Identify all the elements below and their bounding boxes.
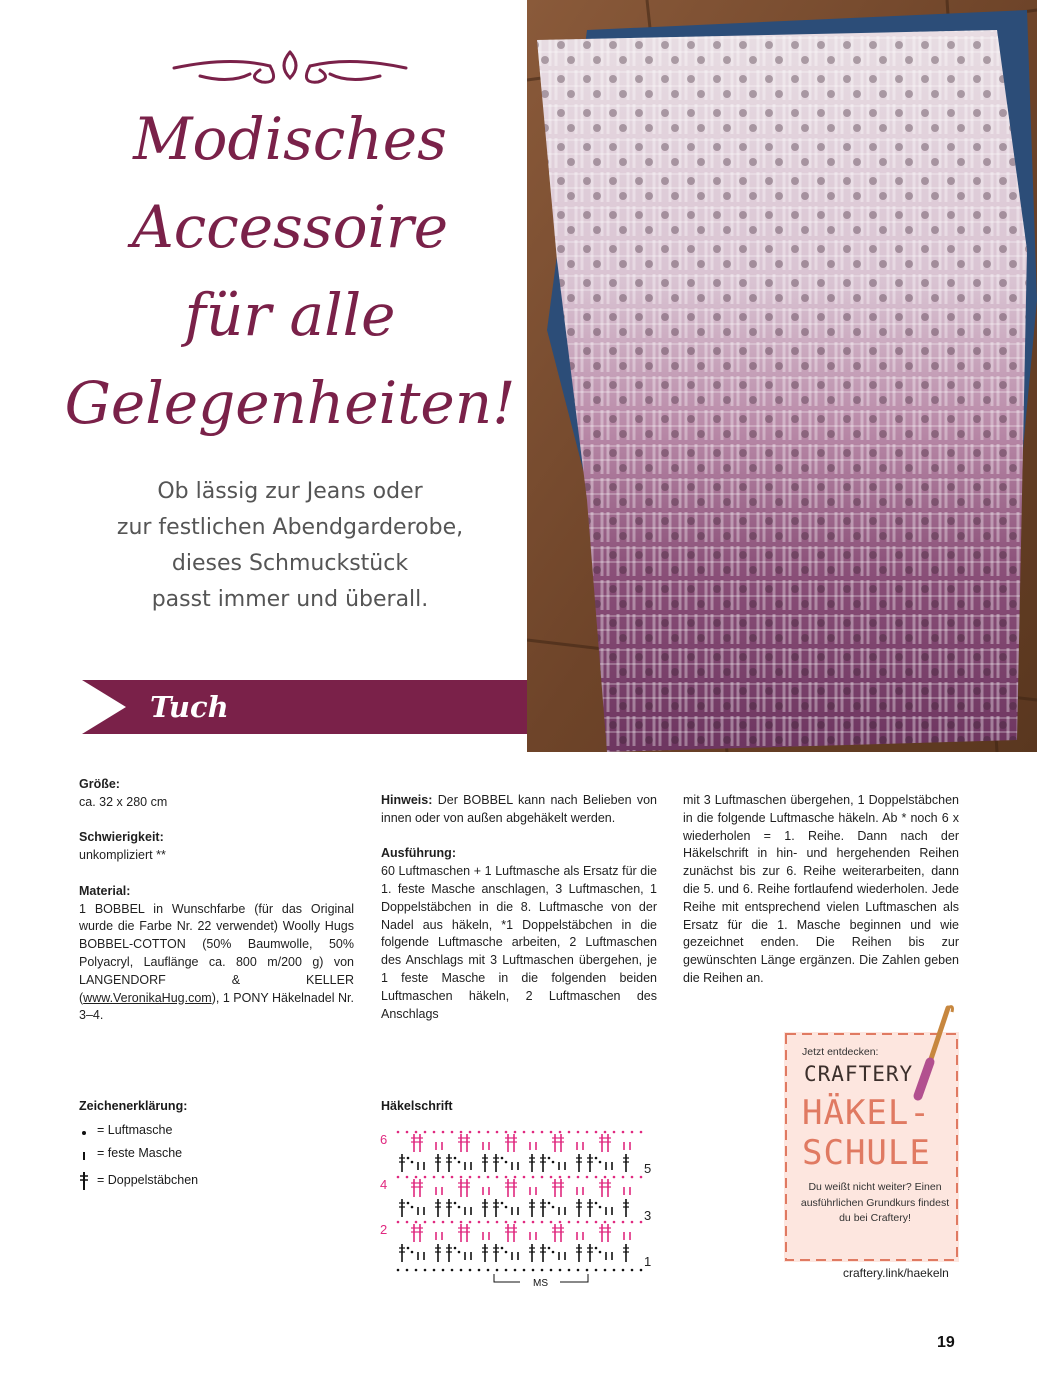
chain-stitch xyxy=(415,1176,418,1179)
chain-stitch xyxy=(552,1206,555,1209)
chain-stitch xyxy=(586,1176,589,1179)
legend-title: Zeichenerklärung: xyxy=(79,1099,188,1113)
chain-stitch xyxy=(532,1221,535,1224)
subtitle-line: passt immer und überall. xyxy=(151,587,429,612)
chain-stitch xyxy=(451,1221,454,1224)
chain-stitch xyxy=(397,1131,400,1134)
chain-stitch xyxy=(501,1202,504,1205)
chain-stitch xyxy=(586,1131,589,1134)
row-label-1: 1 xyxy=(644,1254,652,1269)
chain-stitch xyxy=(568,1221,571,1224)
chain-stitch xyxy=(458,1206,461,1209)
chain-stitch xyxy=(599,1206,602,1209)
chain-stitch xyxy=(442,1269,445,1272)
chain-stitch xyxy=(433,1221,436,1224)
chain-stitch xyxy=(548,1157,551,1160)
chain-stitch xyxy=(442,1131,445,1134)
chain-stitch xyxy=(541,1269,544,1272)
title-line: Gelegenheiten! xyxy=(64,369,516,437)
chain-stitch xyxy=(433,1176,436,1179)
chain-stitch xyxy=(442,1221,445,1224)
row-label-6: 6 xyxy=(380,1132,388,1147)
chain-stitch xyxy=(552,1161,555,1164)
chain-stitch xyxy=(478,1131,481,1134)
chain-stitch xyxy=(397,1176,400,1179)
ribbon-label: Tuch xyxy=(150,690,229,724)
chain-stitch xyxy=(406,1176,409,1179)
chain-stitch xyxy=(595,1247,598,1250)
note-label: Hinweis: xyxy=(381,793,433,807)
chain-stitch xyxy=(550,1131,553,1134)
chain-stitch xyxy=(595,1176,598,1179)
chain-stitch xyxy=(487,1176,490,1179)
difficulty-label: Schwierigkeit: xyxy=(79,830,164,845)
chain-stitch xyxy=(397,1221,400,1224)
chain-stitch xyxy=(599,1161,602,1164)
chain-stitch xyxy=(407,1247,410,1250)
execution-text-continued: mit 3 Luftmaschen übergehen, 1 Doppelstäbchen in die folgende Luftmasche häkeln. Ab * noch 6 x wiederholen = 1. Reihe. Dann nach der Häkelschrift in hin- und hergehenden Reihen zunächst bis zur 6. Reihe weiterarbeiten, dann die 5. und 6. Reihe fortlaufend wiederholen. Jede Reihe mit entsprechend vielen Luftmaschen als Ersatz für die 1. Masche beginnen und wie gezeichnet enden. Die Reihen bis zur gewünschten Länge ergänzen. Die Zahlen geben die Reihen an. xyxy=(683,793,959,985)
column-materials xyxy=(79,776,354,1025)
difficulty-value: unkompliziert ** xyxy=(79,848,166,863)
chain-stitch xyxy=(442,1176,445,1179)
chain-stitch xyxy=(631,1269,634,1272)
chain-stitch xyxy=(631,1131,634,1134)
chain-stitch xyxy=(586,1269,589,1272)
chain-stitch xyxy=(514,1176,517,1179)
repeat-label: MS xyxy=(533,1278,548,1289)
chain-stitch xyxy=(424,1176,427,1179)
chain-stitch xyxy=(577,1269,580,1272)
chain-stitch xyxy=(487,1269,490,1272)
chain-stitch xyxy=(613,1269,616,1272)
chain-stitch xyxy=(640,1269,643,1272)
row-label-3: 3 xyxy=(644,1208,652,1223)
chain-stitch xyxy=(454,1202,457,1205)
chain-stitch xyxy=(406,1221,409,1224)
chain-stitch xyxy=(424,1131,427,1134)
chain-stitch xyxy=(550,1269,553,1272)
chain-stitch xyxy=(415,1221,418,1224)
legend-label: = Luftmasche xyxy=(97,1123,173,1137)
chain-stitch xyxy=(595,1157,598,1160)
title-line: Accessoire xyxy=(131,193,449,261)
chain-stitch xyxy=(407,1202,410,1205)
legend-item-chain xyxy=(79,1120,172,1140)
chain-stitch xyxy=(622,1221,625,1224)
row-label-2: 2 xyxy=(380,1222,388,1237)
craftery-intro: Jetzt entdecken: xyxy=(802,1046,879,1058)
title-line: für alle xyxy=(184,281,396,349)
bar-icon xyxy=(79,1143,93,1163)
chain-stitch xyxy=(622,1131,625,1134)
chain-stitch xyxy=(640,1131,643,1134)
chain-stitch xyxy=(577,1176,580,1179)
chain-stitch xyxy=(411,1161,414,1164)
chain-stitch xyxy=(501,1247,504,1250)
subtitle-line: zur festlichen Abendgarderobe, xyxy=(116,515,464,540)
subtitle-line: dieses Schmuckstück xyxy=(171,551,409,576)
craftery-link[interactable]: craftery.link/haekeln xyxy=(843,1266,949,1280)
flourish-ornament xyxy=(170,44,410,90)
chain-stitch xyxy=(514,1221,517,1224)
chain-stitch xyxy=(631,1176,634,1179)
chain-stitch xyxy=(548,1202,551,1205)
chain-stitch xyxy=(406,1269,409,1272)
chain-stitch xyxy=(622,1269,625,1272)
chain-stitch xyxy=(478,1176,481,1179)
chain-stitch xyxy=(451,1269,454,1272)
chart-title: Häkelschrift xyxy=(381,1099,453,1113)
chain-stitch xyxy=(451,1131,454,1134)
page-number: 19 xyxy=(937,1334,955,1351)
chain-stitch xyxy=(487,1131,490,1134)
chain-stitch xyxy=(478,1221,481,1224)
chain-stitch xyxy=(541,1131,544,1134)
chain-stitch xyxy=(424,1269,427,1272)
chain-stitch xyxy=(548,1247,551,1250)
craftery-headline-1: HÄKEL- xyxy=(802,1093,931,1133)
chain-stitch xyxy=(496,1131,499,1134)
size-value: ca. 32 x 280 cm xyxy=(79,794,168,809)
chain-stitch xyxy=(640,1221,643,1224)
chain-stitch xyxy=(454,1157,457,1160)
chain-stitch xyxy=(559,1221,562,1224)
double-crochet-icon xyxy=(79,1170,93,1190)
execution-text: 60 Luftmaschen + 1 Luftmasche als Ersatz für die 1. feste Masche anschlagen, 3 Luftmaschen, 1 Doppelstäbchen in die 8. Luftmasche von der Nadel aus häkeln, *1 Doppelstäbchen in die folgende Luftmasche arbeiten, 2 Luftmaschen des Anschlags mit 3 Luftmaschen übergehen, je 1 feste Masche in die folgenden beiden Luftmaschen häkeln, 2 Luftmaschen des Anschlags xyxy=(381,864,657,1021)
chain-stitch xyxy=(460,1131,463,1134)
dot-icon xyxy=(79,1120,93,1140)
chain-stitch xyxy=(496,1176,499,1179)
chain-stitch xyxy=(577,1221,580,1224)
chain-stitch xyxy=(424,1221,427,1224)
chain-stitch xyxy=(541,1176,544,1179)
chain-stitch xyxy=(454,1247,457,1250)
chain-stitch xyxy=(604,1269,607,1272)
chain-stitch xyxy=(613,1131,616,1134)
chain-stitch xyxy=(568,1131,571,1134)
chain-stitch xyxy=(604,1131,607,1134)
chain-stitch xyxy=(501,1157,504,1160)
section-ribbon xyxy=(82,680,527,734)
veronikahug-link[interactable]: www.VeronikaHug.com xyxy=(83,990,212,1005)
chain-stitch xyxy=(433,1269,436,1272)
chain-stitch xyxy=(559,1269,562,1272)
chain-stitch xyxy=(411,1251,414,1254)
chain-stitch xyxy=(458,1251,461,1254)
chain-stitch xyxy=(505,1161,508,1164)
chain-stitch xyxy=(458,1161,461,1164)
chain-stitch xyxy=(550,1221,553,1224)
chain-stitch xyxy=(460,1221,463,1224)
column-instructions xyxy=(381,792,657,1023)
chain-stitch xyxy=(552,1251,555,1254)
chain-stitch xyxy=(505,1206,508,1209)
chain-stitch xyxy=(523,1131,526,1134)
subtitle-line: Ob lässig zur Jeans oder xyxy=(157,479,423,504)
row-label-4: 4 xyxy=(380,1177,388,1192)
chain-stitch xyxy=(550,1176,553,1179)
chain-stitch xyxy=(559,1176,562,1179)
chain-stitch xyxy=(532,1131,535,1134)
chain-stitch xyxy=(595,1131,598,1134)
chain-stitch xyxy=(469,1131,472,1134)
chain-stitch xyxy=(631,1221,634,1224)
chain-stitch xyxy=(505,1251,508,1254)
chain-stitch xyxy=(406,1131,409,1134)
chain-stitch xyxy=(568,1269,571,1272)
chain-stitch xyxy=(407,1157,410,1160)
material-label: Material: xyxy=(79,883,131,898)
crochet-chart xyxy=(370,1120,670,1300)
chain-stitch xyxy=(460,1176,463,1179)
chain-stitch xyxy=(433,1131,436,1134)
chain-stitch xyxy=(478,1269,481,1272)
chain-stitch xyxy=(640,1176,643,1179)
legend-item-single xyxy=(79,1143,182,1163)
chain-stitch xyxy=(523,1221,526,1224)
crochet-hook-icon xyxy=(900,1002,960,1102)
craftery-headline-2: SCHULE xyxy=(802,1133,931,1173)
chain-stitch xyxy=(496,1221,499,1224)
chain-stitch xyxy=(411,1206,414,1209)
legend-item-double xyxy=(79,1170,198,1190)
chain-stitch xyxy=(622,1176,625,1179)
chain-stitch xyxy=(451,1176,454,1179)
legend-label: = Doppelstäbchen xyxy=(97,1173,199,1187)
chain-stitch xyxy=(505,1221,508,1224)
chain-stitch xyxy=(586,1221,589,1224)
chain-stitch xyxy=(613,1176,616,1179)
chain-stitch xyxy=(469,1221,472,1224)
chain-stitch xyxy=(541,1221,544,1224)
chain-stitch xyxy=(523,1176,526,1179)
chain-stitch xyxy=(595,1202,598,1205)
legend-label: = feste Masche xyxy=(97,1146,183,1160)
chain-stitch xyxy=(613,1221,616,1224)
chain-stitch xyxy=(532,1176,535,1179)
scarf-photo xyxy=(527,0,1037,752)
craftery-description: Du weißt nicht weiter? Einen ausführlichen Grundkurs findest du bei Craftery! xyxy=(800,1181,950,1224)
chain-stitch xyxy=(604,1221,607,1224)
chain-stitch xyxy=(415,1131,418,1134)
chain-stitch xyxy=(599,1251,602,1254)
chain-stitch xyxy=(460,1269,463,1272)
chain-stitch xyxy=(568,1176,571,1179)
page-title xyxy=(40,95,540,447)
chain-stitch xyxy=(595,1221,598,1224)
chain-stitch xyxy=(487,1221,490,1224)
material-text: 1 BOBBEL in Wunschfarbe (für das Original wurde die Farbe Nr. 22 verwendet) Woolly Hugs BOBBEL-COTTON (50% Baumwolle, 50% Polyacryl, Lauflänge ca. 800 m/200 g) von LANGENDORF & KELLER (www.VeronikaHug.com), 1 PONY Häkelnadel Nr. 3–4. xyxy=(79,901,354,1023)
chain-stitch xyxy=(397,1269,400,1272)
craftery-logo: CRAFTERY xyxy=(804,1062,914,1086)
chain-stitch xyxy=(559,1131,562,1134)
chain-stitch xyxy=(595,1269,598,1272)
chain-stitch xyxy=(415,1269,418,1272)
chain-stitch xyxy=(514,1131,517,1134)
note-paragraph: Hinweis: Der BOBBEL kann nach Belieben von innen oder von außen abgehäkelt werden. xyxy=(381,793,657,825)
chain-stitch xyxy=(505,1131,508,1134)
chain-stitch xyxy=(604,1176,607,1179)
size-label: Größe: xyxy=(79,777,120,791)
chain-stitch xyxy=(505,1269,508,1272)
subtitle xyxy=(60,474,520,618)
column-instructions-continued xyxy=(683,792,959,988)
chain-stitch xyxy=(469,1269,472,1272)
chain-stitch xyxy=(523,1269,526,1272)
execution-label: Ausführung: xyxy=(381,846,456,861)
chain-stitch xyxy=(469,1176,472,1179)
chain-stitch xyxy=(496,1269,499,1272)
chain-stitch xyxy=(505,1176,508,1179)
chain-stitch xyxy=(514,1269,517,1272)
title-line: Modisches xyxy=(133,105,447,173)
chain-stitch xyxy=(577,1131,580,1134)
chain-stitch xyxy=(532,1269,535,1272)
row-label-5: 5 xyxy=(644,1161,652,1176)
